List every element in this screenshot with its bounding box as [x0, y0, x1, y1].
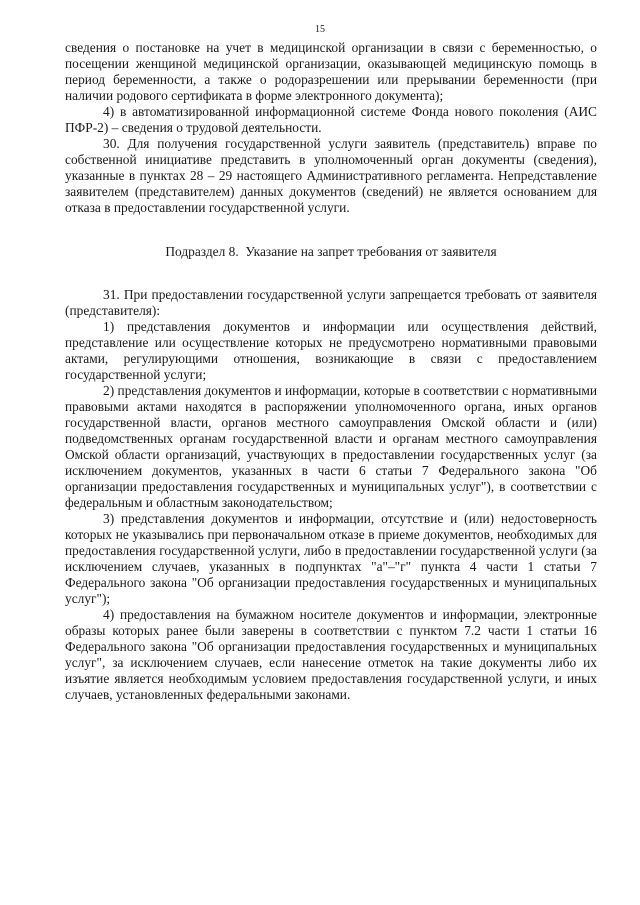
paragraph-item-1: 1) представления документов и информации или осуществления действий, представление или осуществление которых не предусмотрено нормативными правовыми актами, регулирующими отношения, возникающие в связи с предоставлением государственной услуги; [65, 319, 597, 382]
paragraph-30: 30. Для получения государственной услуги заявитель (представитель) вправе по собственной инициативе представить в уполномоченный орган документы (сведения), указанные в пунктах 28 – 29 настоящего Административного регламента. Непредставление заявителем (представителем) данных документов (сведений) не является основанием для отказа в предоставлении государственной услуги. [65, 136, 597, 215]
page-number: 15 [315, 24, 325, 35]
paragraph-item-3: 3) представления документов и информации, отсутствие и (или) недостоверность которых не указывались при первоначальном отказе в приеме документов, необходимых для предоставления государственной услуги, либо в предоставлении государственной услуги (за исключением случаев, указанных в подпунктах "а"–"г" пункта 4 части 1 статьи 7 Федерального закона "Об организации предоставления государственных и муниципальных услуг"); [65, 511, 597, 606]
paragraph-item-2: 2) представления документов и информации, которые в соответствии с нормативными правовыми актами находятся в распоряжении уполномоченного органа, иных органов государственной власти, органов местного самоуправления Омской области и (или) подведомственных органам государственной власти и органам местного самоуправления Омской области организаций, участвующих в предоставлении государственных услуг (за исключением документов, указанных в части 6 статьи 7 Федерального закона "Об организации предоставления государственных и муниципальных услуг"), в соответствии с федеральным и областным законодательством; [65, 383, 597, 510]
paragraph-item-4-ais: 4) в автоматизированной информационной системе Фонда нового поколения (АИС ПФР-2) – сведения о трудовой деятельности. [65, 104, 597, 135]
paragraph-continuation: сведения о постановке на учет в медицинской организации в связи с беременностью, о посещении женщиной медицинской организации, оказывающей медицинскую помощь в период беременности, а также о родоразрешении или прерывании беременности (при наличии родового сертификата в форме электронного документа); [65, 40, 597, 103]
paragraph-31: 31. При предоставлении государственной услуги запрещается требовать от заявителя (представителя): [65, 287, 597, 318]
paragraph-item-4: 4) предоставления на бумажном носителе документов и информации, электронные образы которых ранее были заверены в соответствии с пунктом 7.2 части 1 статьи 16 Федерального закона "Об организации предоставления государственных и муниципальных услуг", за исключением случаев, если нанесение отметок на такие документы либо их изъятие является необходимым условием предоставления государственной услуги, и иных случаев, установленных федеральными законами. [65, 607, 597, 702]
section-heading: Подраздел 8. Указание на запрет требования от заявителя [165, 244, 497, 259]
document-body [65, 40, 597, 703]
